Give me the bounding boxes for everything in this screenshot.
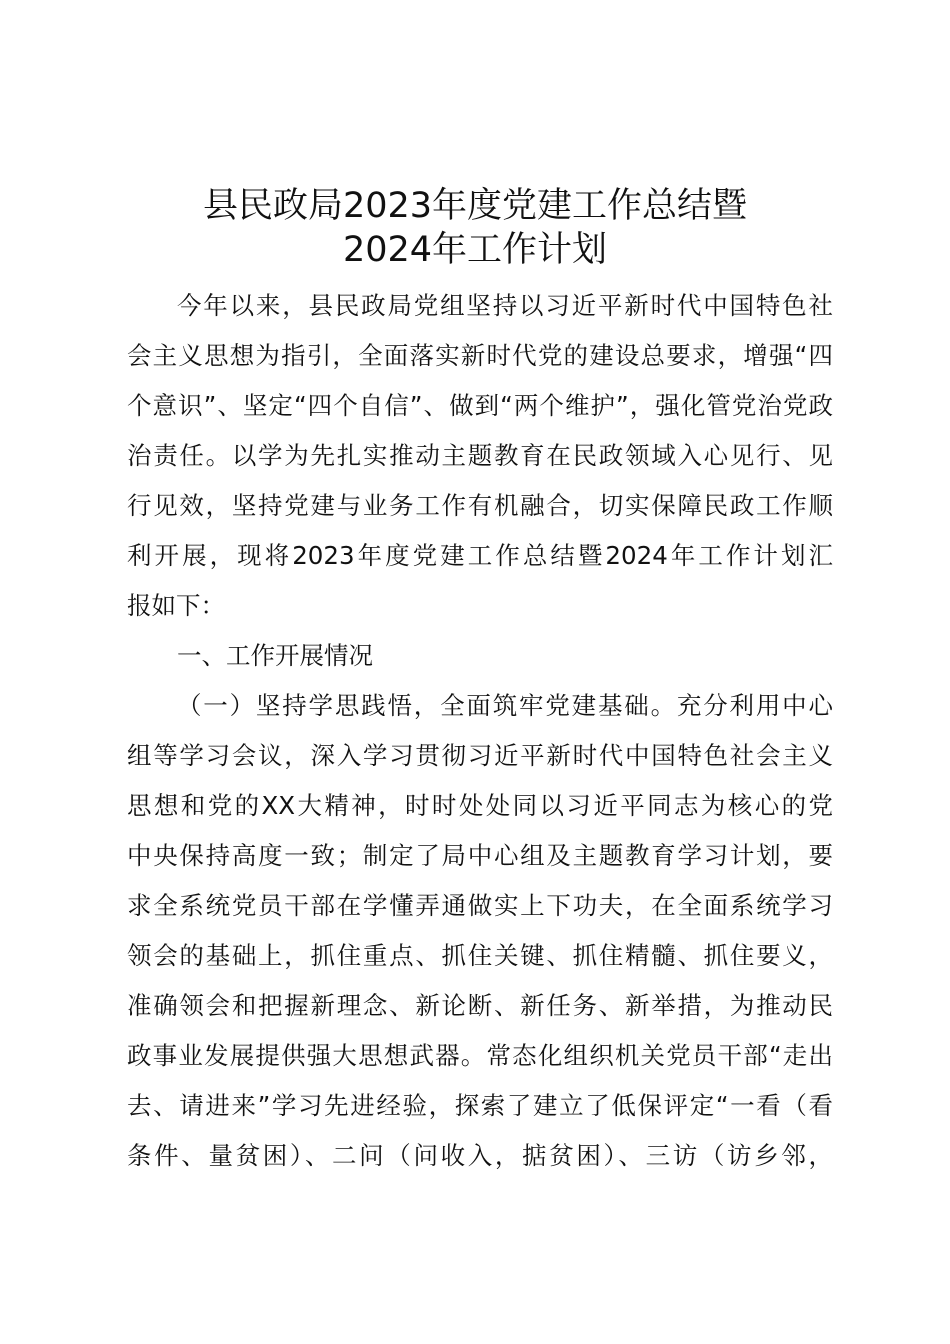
section-heading: 一、工作开展情况: [177, 641, 373, 670]
paragraph-2-line-10: 条件、量贫困）、二问（问收入，掂贫困）、三访（访乡邻，: [127, 1141, 833, 1170]
document-title-line-2: 2024年工作计划: [342, 230, 608, 270]
paragraph-2-line-6: 领会的基础上，抓住重点、抓住关键、抓住精髓、抓住要义，: [127, 941, 833, 970]
paragraph-2-line-9: 去、请进来”学习先进经验，探索了建立了低保评定“一看（看: [127, 1091, 833, 1120]
paragraph-1-line-3: 个意识”、坚定“四个自信”、做到“两个维护”，强化管党治党政: [127, 391, 833, 420]
paragraph-2-line-3: 思想和党的XX大精神，时时处处同以习近平同志为核心的党: [127, 791, 833, 820]
document-body: [127, 281, 833, 1181]
paragraph-1-line-5: 行见效，坚持党建与业务工作有机融合，切实保障民政工作顺: [127, 491, 833, 520]
document-title-line-1: 县民政局2023年度党建工作总结暨: [202, 186, 748, 226]
paragraph-2-line-7: 准确领会和把握新理念、新论断、新任务、新举措，为推动民: [127, 991, 833, 1020]
paragraph-2-line-5: 求全系统党员干部在学懂弄通做实上下功夫，在全面系统学习: [127, 891, 833, 920]
paragraph-1-line-7: 报如下：: [127, 591, 225, 620]
paragraph-2-line-1: （一）坚持学思践悟，全面筑牢党建基础。充分利用中心: [177, 691, 833, 720]
paragraph-1-line-4: 治责任。以学为先扎实推动主题教育在民政领域入心见行、见: [127, 441, 833, 470]
paragraph-1-line-6: 利开展，现将2023年度党建工作总结暨2024年工作计划汇: [127, 541, 833, 570]
paragraph-2-line-8: 政事业发展提供强大思想武器。常态化组织机关党员干部“走出: [127, 1041, 833, 1070]
paragraph-2-line-4: 中央保持高度一致；制定了局中心组及主题教育学习计划，要: [127, 841, 833, 870]
paragraph-1-line-2: 会主义思想为指引，全面落实新时代党的建设总要求，增强“四: [127, 341, 833, 370]
paragraph-1-line-1: 今年以来，县民政局党组坚持以习近平新时代中国特色社: [177, 291, 833, 320]
paragraph-2-line-2: 组等学习会议，深入学习贯彻习近平新时代中国特色社会主义: [127, 741, 833, 770]
